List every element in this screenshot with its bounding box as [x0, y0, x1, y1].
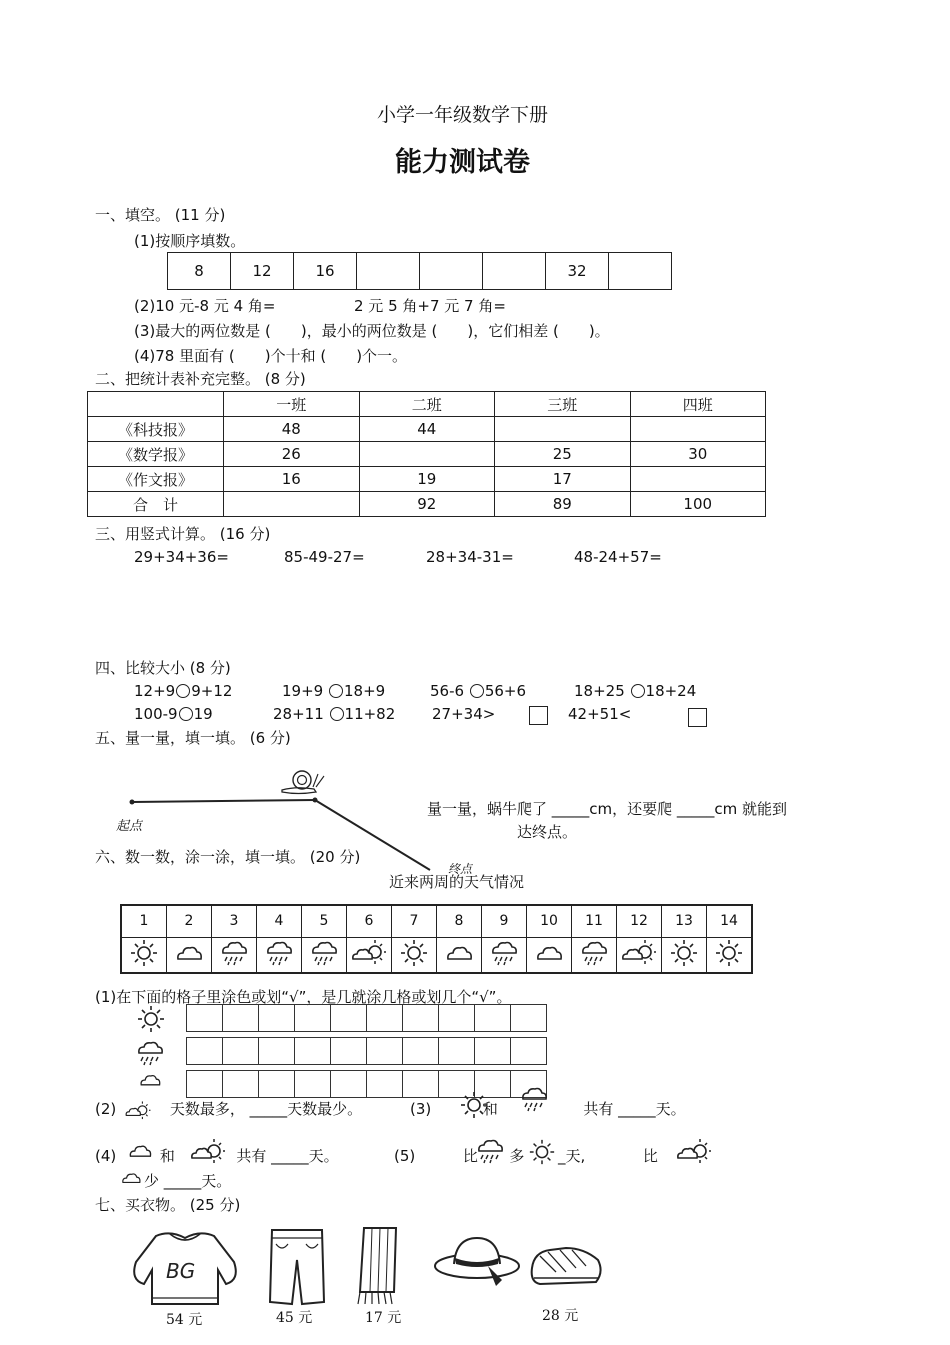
question-6-5: (5) 比 多 _天, 比 [394, 1147, 658, 1165]
rain-cloud-icon [132, 1038, 168, 1068]
tally-cell[interactable] [259, 1071, 295, 1098]
sun-icon [136, 1004, 166, 1034]
tally-grid-rain [186, 1037, 547, 1065]
weather-day-cell: 8 [437, 905, 482, 937]
question-6-1: (1)在下面的格子里涂色或划“√”，是几就涂几格或划几个“√”。 [95, 988, 512, 1006]
tally-cell[interactable] [187, 1071, 223, 1098]
compare-circle[interactable] [631, 684, 645, 698]
weather-day-cell: 9 [482, 905, 527, 937]
weather-icon-cell [527, 937, 572, 973]
section-1-heading: 一、填空。 (11 分) [95, 206, 226, 224]
sun-icon [528, 1138, 556, 1166]
compare-circle[interactable] [179, 707, 193, 721]
weather-icon-cell [617, 937, 662, 973]
question-6-3: (3) 和 共有 _____天。 [410, 1100, 686, 1118]
compare-item: 27+34> [432, 705, 496, 723]
tally-cell[interactable] [295, 1071, 331, 1098]
sequence-cell[interactable]: 8 [168, 253, 231, 290]
rain-icon [578, 938, 610, 968]
tally-cell[interactable] [223, 1005, 259, 1032]
price-label: 54 元 [166, 1312, 203, 1328]
cloud-sun-icon [672, 1137, 716, 1167]
start-point [130, 800, 135, 805]
table-cell[interactable] [630, 467, 766, 492]
rain-cloud-icon [472, 1136, 508, 1166]
weather-icon-cell [302, 937, 347, 973]
question-6-5-cont: 少 _____天。 [144, 1172, 232, 1190]
table-cell: 《作文报》 [88, 467, 224, 492]
weather-icon-cell [212, 937, 257, 973]
answer-box[interactable] [529, 706, 548, 725]
table-cell: 合 计 [88, 492, 224, 517]
weather-day-cell: 2 [167, 905, 212, 937]
weather-icon-cell [121, 937, 167, 973]
sweater-icon [126, 1222, 244, 1310]
question-1-2a: (2)10 元-8 元 4 角= [134, 297, 276, 315]
page-title: 能力测试卷 [395, 147, 530, 178]
tally-cell[interactable] [187, 1005, 223, 1032]
sequence-cell[interactable]: 16 [294, 253, 357, 290]
end-label: 终点 [448, 862, 473, 876]
compare-circle[interactable] [176, 684, 190, 698]
section-6-heading: 六、数一数，涂一涂，填一填。 (20 分) [95, 848, 361, 866]
sequence-cell[interactable] [483, 253, 546, 290]
cloud-icon [173, 938, 205, 968]
sun-icon [668, 938, 700, 968]
question-1-2b: 2 元 5 角+7 元 7 角= [354, 297, 506, 315]
rain-icon [308, 938, 340, 968]
section-2-heading: 二、把统计表补充完整。 (8 分) [95, 370, 306, 388]
cloud-sun-icon [619, 938, 659, 968]
weather-icon-cell [707, 937, 753, 973]
rain-icon [488, 938, 520, 968]
weather-day-cell: 6 [347, 905, 392, 937]
table-header-cell [88, 392, 224, 417]
calc-problem: 48-24+57= [574, 548, 662, 566]
calc-problem: 28+34-31= [426, 548, 514, 566]
tally-cell[interactable] [223, 1038, 259, 1065]
question-6-4: (4) 和 共有 _____天。 [95, 1147, 339, 1165]
weather-day-cell: 1 [121, 905, 167, 937]
table-cell[interactable]: 26 [224, 442, 360, 467]
tally-cell[interactable] [259, 1038, 295, 1065]
weather-icon-cell [257, 937, 302, 973]
sun-icon [128, 938, 160, 968]
weather-table [120, 904, 753, 974]
tally-cell[interactable] [331, 1005, 367, 1032]
sequence-cell[interactable]: 32 [546, 253, 609, 290]
compare-item: 18+25 18+24 [574, 682, 697, 700]
question-1-1: (1)按顺序填数。 [134, 232, 246, 250]
cloud-icon [114, 1167, 148, 1189]
table-cell[interactable] [630, 417, 766, 442]
page-subtitle: 小学一年级数学下册 [376, 104, 548, 126]
cloud-sun-icon [186, 1137, 230, 1167]
table-cell[interactable]: 48 [224, 417, 360, 442]
tally-cell[interactable] [403, 1005, 439, 1032]
weather-day-cell: 3 [212, 905, 257, 937]
rain-icon [218, 938, 250, 968]
weather-icon-cell [437, 937, 482, 973]
question-1-4: (4)78 里面有 ( )个十和 ( )个一。 [134, 347, 408, 365]
compare-item: 100-9 19 [134, 705, 213, 723]
snail-icon [282, 771, 324, 794]
turn-point [313, 798, 318, 803]
cloud-sun-icon [349, 938, 389, 968]
table-cell[interactable]: 25 [495, 442, 631, 467]
table-cell[interactable]: 92 [359, 492, 495, 517]
cloud-sun-icon [118, 1100, 158, 1122]
table-cell: 《科技报》 [88, 417, 224, 442]
weather-day-cell: 4 [257, 905, 302, 937]
tally-cell[interactable] [511, 1005, 547, 1032]
weather-icon-cell [347, 937, 392, 973]
table-header-cell: 三班 [495, 392, 631, 417]
answer-box[interactable] [688, 708, 707, 727]
weather-day-cell: 11 [572, 905, 617, 937]
tally-grid-cloud [186, 1070, 547, 1098]
tally-cell[interactable] [331, 1038, 367, 1065]
table-row [88, 417, 766, 442]
tally-cell[interactable] [475, 1038, 511, 1065]
tally-cell[interactable] [295, 1038, 331, 1065]
tally-cell[interactable] [439, 1005, 475, 1032]
table-cell[interactable]: 17 [495, 467, 631, 492]
compare-item: 28+11 11+82 [273, 705, 396, 723]
price-label: 28 元 [542, 1308, 579, 1324]
sequence-cell[interactable] [357, 253, 420, 290]
tally-grid-sun [186, 1004, 547, 1032]
cloud-icon [122, 1138, 158, 1164]
weather-day-cell: 5 [302, 905, 347, 937]
tally-cell[interactable] [475, 1005, 511, 1032]
tally-cell[interactable] [295, 1005, 331, 1032]
compare-circle[interactable] [470, 684, 484, 698]
tally-cell[interactable] [403, 1071, 439, 1098]
tally-cell[interactable] [259, 1005, 295, 1032]
weather-icon-cell [392, 937, 437, 973]
price-label: 17 元 [365, 1310, 402, 1326]
table-cell[interactable] [359, 442, 495, 467]
path-segment-1 [132, 800, 315, 802]
compare-item: 56-6 56+6 [430, 682, 527, 700]
weather-day-cell: 14 [707, 905, 753, 937]
sweater-text: BG [166, 1259, 196, 1283]
compare-item: 19+9 18+9 [282, 682, 386, 700]
table-header-cell: 一班 [224, 392, 360, 417]
sun-icon [398, 938, 430, 968]
table-cell[interactable]: 16 [224, 467, 360, 492]
table-header-cell: 二班 [359, 392, 495, 417]
sun-icon [459, 1090, 489, 1120]
tally-cell[interactable] [187, 1038, 223, 1065]
compare-circle[interactable] [329, 684, 343, 698]
compare-circle[interactable] [330, 707, 344, 721]
tally-cell[interactable] [403, 1038, 439, 1065]
section-5-heading: 五、量一量，填一填。 (6 分) [95, 729, 291, 747]
tally-cell[interactable] [331, 1071, 367, 1098]
weather-day-cell: 7 [392, 905, 437, 937]
weather-chart-title: 近来两周的天气情况 [389, 873, 525, 891]
hat-icon [432, 1228, 522, 1298]
table-cell: 《数学报》 [88, 442, 224, 467]
table-cell[interactable]: 89 [495, 492, 631, 517]
cloud-icon [132, 1068, 168, 1092]
start-label: 起点 [116, 819, 143, 834]
calc-problem: 29+34+36= [134, 548, 229, 566]
weather-icon-cell [662, 937, 707, 973]
weather-icon-cell [572, 937, 617, 973]
sequence-cell[interactable] [609, 253, 672, 290]
table-row [88, 442, 766, 467]
price-label: 45 元 [276, 1310, 313, 1326]
measure-question: 量一量，蜗牛爬了 _____cm，还要爬 _____cm 就能到 [427, 800, 788, 818]
cloud-icon [443, 938, 475, 968]
calc-problem: 85-49-27= [284, 548, 365, 566]
compare-item: 42+51< [568, 705, 632, 723]
table-cell[interactable]: 100 [630, 492, 766, 517]
tally-cell[interactable] [367, 1038, 403, 1065]
sequence-cell[interactable] [420, 253, 483, 290]
table-cell[interactable]: 44 [359, 417, 495, 442]
question-1-3: (3)最大的两位数是 ( )，最小的两位数是 ( )，它们相差 ( )。 [134, 322, 610, 340]
cloud-icon [533, 938, 565, 968]
tally-cell[interactable] [367, 1005, 403, 1032]
weather-day-cell: 12 [617, 905, 662, 937]
sequence-cell[interactable]: 12 [231, 253, 294, 290]
section-3-heading: 三、用竖式计算。 (16 分) [95, 525, 271, 543]
table-cell[interactable] [495, 417, 631, 442]
sequence-table [167, 252, 672, 290]
shorts-icon [262, 1222, 332, 1310]
tally-cell[interactable] [511, 1038, 547, 1065]
tally-cell[interactable] [223, 1071, 259, 1098]
question-6-2: (2) 天数最多， _____天数最少。 [95, 1100, 363, 1118]
section-7-heading: 七、买衣物。 (25 分) [95, 1196, 241, 1214]
compare-item: 12+9 9+12 [134, 682, 233, 700]
weather-icon-cell [167, 937, 212, 973]
measure-question-cont: 达终点。 [517, 823, 578, 841]
scarf-icon [350, 1222, 410, 1310]
rain-icon [263, 938, 295, 968]
table-cell[interactable]: 19 [359, 467, 495, 492]
table-cell[interactable]: 30 [630, 442, 766, 467]
table-header-row [88, 392, 766, 417]
table-row [88, 467, 766, 492]
table-row [88, 492, 766, 517]
weather-day-cell: 13 [662, 905, 707, 937]
weather-icon-cell [482, 937, 527, 973]
table-header-cell: 四班 [630, 392, 766, 417]
table-cell[interactable] [224, 492, 360, 517]
shoe-icon [526, 1242, 606, 1294]
statistics-table [87, 391, 766, 517]
tally-cell[interactable] [439, 1038, 475, 1065]
weather-day-cell: 10 [527, 905, 572, 937]
section-4-heading: 四、比较大小 (8 分) [95, 659, 231, 677]
tally-cell[interactable] [367, 1071, 403, 1098]
sun-icon [713, 938, 745, 968]
rain-cloud-icon [516, 1084, 552, 1114]
